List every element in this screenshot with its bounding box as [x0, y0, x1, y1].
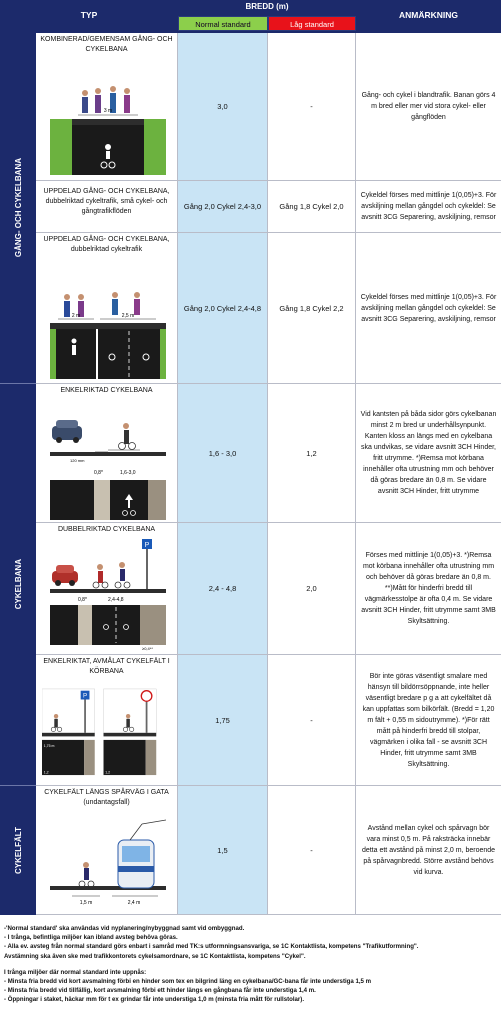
table-row [36, 786, 501, 915]
note-line: - Minsta fria bredd vid kort avsmalning förbi en hinder som tex en bilgrind läng en cykelbana/GC-bana får inte understiga 1,5 m [4, 978, 372, 986]
anmarkning-text: Förses med mittlinje 1(0,05)+3. *)Remsa mot körbana innehåller ofta utrustning mm och behöver då göras bredare än 0,8 m. **)Mått för hinderfri bredd till vägmärkesstolpe är ofta 0,4 m. Se vidare avsnitt 3CH Hinder, fritt utrymme samt 3MB Skyltsättning. [361, 552, 496, 625]
lag-standard-value: 1,2 [268, 384, 356, 522]
note-line: - Öppningar i staket, häckar mm för t ex grindar får inte understiga 1,0 m (minsta fria mått för rullstolar). [4, 996, 305, 1004]
dim-label-b: 2,5 m [121, 313, 135, 319]
dim-label-c: 1,2 [105, 770, 111, 775]
header-typ: TYP [80, 10, 98, 20]
anmarkning-text: Vid kantsten på båda sidor görs cykelbanan minst 2 m bred ur underhållsynpunkt. Kanten kloss an längs med en cykelbana ska undvikas, se vidare avsnitt 3CH Hinder, fritt utrymme. *)Remsa mot körbana innehåller ofta utrustning mm och behöver då göras bredare än 0,8 m. Se vidare avsnitt 3CH Hinder, fritt utrymme [360, 411, 497, 495]
normal-standard-value: Gång 2,0 Cykel 2,4-4,8 [178, 233, 268, 383]
dim-label-a: 0,8* [78, 597, 87, 603]
anmarkning-text: Gång- och cykel i blandtrafik. Banan görs 4 m bred eller mer vid stora cykel- eller gångflöden [361, 92, 496, 121]
dim-label-c: ≥0,4** [142, 646, 153, 651]
dim-label-b: 2,4-4,8 [108, 597, 124, 603]
illustration-dubbelriktad [50, 539, 166, 651]
row-title: UPPDELAD GÅNG- OCH CYKELBANA, dubbelriktad cykeltrafik, små cykel- och gångtrafikflöden [43, 188, 170, 215]
row-title: UPPDELAD GÅNG- OCH CYKELBANA, dubbelriktad cykeltrafik [43, 236, 170, 253]
lag-standard-value: - [268, 655, 356, 785]
svg-text:P: P [83, 692, 88, 700]
note-spacer [4, 961, 497, 968]
row-type-cell [36, 384, 178, 522]
note-heading: I trånga miljöer där normal standard inte uppnås: [4, 968, 147, 976]
dim-label-b: 2,4 m [127, 900, 141, 906]
table-header [0, 0, 501, 33]
table-row [36, 233, 501, 384]
dim-label-c: 120 mm [70, 458, 85, 463]
row-title: ENKELRIKTAD CYKELBANA [60, 387, 153, 394]
row-title: DUBBELRIKTAD CYKELBANA [57, 526, 156, 533]
footnotes [4, 924, 497, 1005]
table-row [36, 33, 501, 181]
row-type-cell [36, 786, 178, 914]
section-cykelfalt: CYKELFÄLT [0, 786, 36, 915]
table-row [36, 655, 501, 786]
normal-standard-value: 1,6 - 3,0 [178, 384, 268, 522]
anmarkning-text: Cykeldel förses med mittlinje 1(0,05)+3. För avskiljning mellan gångdel och cykeldel: Se avsnitt 3CG Separering, avskiljning, remsor [360, 293, 497, 323]
dim-label-b: 1,2 [43, 770, 49, 775]
illustration-kombinerad [50, 57, 166, 175]
lag-standard-value: Gång 1,8 Cykel 2,0 [268, 181, 356, 232]
normal-standard-value: 1,75 [178, 655, 268, 785]
lag-standard-value: - [268, 33, 356, 180]
anmarkning-text: Avstånd mellan cykel och spårvagn bör vara minst 0,5 m. På raksträcka innebär detta ett avstånd på minst 2,0 m, beroende på spårvagnbredd. Större avstånd behövs vid kurva. [361, 824, 496, 876]
normal-standard-value: 2,4 - 4,8 [178, 523, 268, 654]
illustration-enkelriktad [50, 400, 166, 520]
dim-label: 3 m [103, 108, 113, 114]
lag-standard-value: - [268, 786, 356, 914]
note-line: - Minsta fria bredd vid tillfällig, kort avsmalning förbi ett hinder längs en gångbana får inte understiga 1,4 m. [4, 987, 316, 995]
row-title: CYKELFÄLT LÄNGS SPÅRVÄG I GATA [44, 789, 169, 796]
normal-standard-value: 1,5 [178, 786, 268, 914]
row-type-cell [36, 523, 178, 654]
anmarkning-text: Cykeldel förses med mittlinje 1(0,05)+3. För avskiljning mellan gångdel och cykeldel: Se avsnitt 3CG Separering, avskiljning, remsor [360, 192, 497, 221]
row-subtitle: (undantagsfall) [83, 799, 130, 806]
header-lag-standard: Låg standard [268, 16, 356, 31]
row-type-cell [36, 181, 178, 232]
illustration-sparvag [50, 816, 166, 912]
table-row [36, 181, 501, 233]
normal-standard-value: 3,0 [178, 33, 268, 180]
dim-label-a: 1,75 m [43, 743, 55, 748]
note-line: -'Normal standard' ska användas vid nyplanering/nybyggnad samt vid ombyggnad. [4, 925, 245, 932]
dim-label-b: 1,6-3,0 [120, 470, 136, 476]
section-gang-cykelbana: GÅNG- OCH CYKELBANA [0, 33, 36, 384]
section-cykelbana: CYKELBANA [0, 384, 36, 786]
header-bredd: BREDD (m) [245, 2, 289, 11]
illustration-uppdelad [50, 259, 166, 379]
dim-label-a: 1,5 m [79, 900, 93, 906]
row-type-cell [36, 33, 178, 180]
header-normal-standard: Normal standard [178, 16, 268, 31]
table-row [36, 384, 501, 523]
lag-standard-value: 2,0 [268, 523, 356, 654]
dim-label-a: 0,8* [94, 470, 103, 476]
row-type-cell [36, 233, 178, 383]
row-title: ENKELRIKTAT, AVMÅLAT CYKELFÄLT I KÖRBANA [43, 658, 170, 675]
table-row [36, 523, 501, 655]
row-title: KOMBINERAD/GEMENSAM GÅNG- OCH CYKELBANA [40, 36, 173, 53]
svg-text:P: P [144, 542, 150, 549]
anmarkning-text: Bör inte göras väsentligt smalare med hänsyn till bildörrsöppnande, inte heller väsentligt bredare p g a att cykelfältet då kan uppfattas som bilkörfält. (Bredd = 1,20 m fält + 0,55 m sidoutrymme). *)För rätt mått på hinderfri bredd till stolpar, vägmärken i olika fall - se avsnitt 3CH Hinder, fritt utrymme samt 3MB Skyltsättning. [362, 672, 495, 768]
normal-standard-value: Gång 2,0 Cykel 2,4-3,0 [178, 181, 268, 232]
header-anmarkning: ANMÄRKNING [398, 10, 459, 20]
row-type-cell [36, 655, 178, 785]
lag-standard-value: Gång 1,8 Cykel 2,2 [268, 233, 356, 383]
illustration-cykelfalt-korbana [42, 683, 158, 781]
note-line: Avstämning ska även ske med trafikkontorets cykelsamordnare, se 1C Kontaktlista, kompetens "Cykel". [4, 952, 306, 960]
note-line: - Alla ev. avsteg från normal standard görs enbart i samråd med TK:s utformningsansvariga, se 1C Kontaktlista, kompetens "Trafikutformning". [4, 943, 419, 951]
dim-label-a: 2 m [71, 313, 81, 319]
note-line: - I trånga, befintliga miljöer kan ibland avsteg behöva göras. [4, 934, 178, 942]
